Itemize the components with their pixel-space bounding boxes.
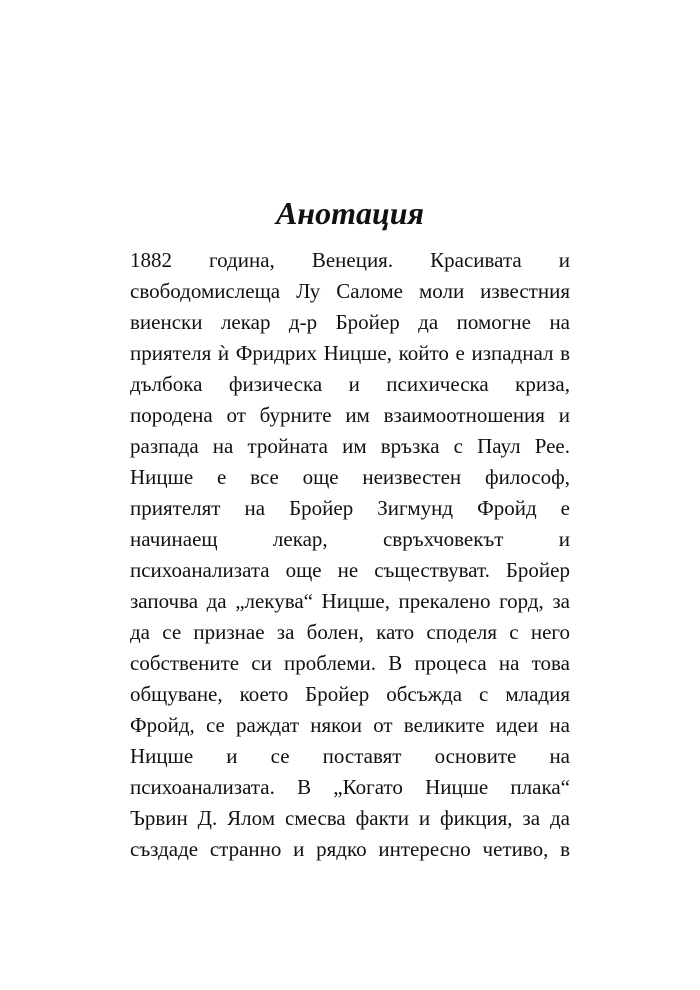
text-line: виенски лекар д-р Бройер да помогне на: [130, 310, 570, 334]
text-line: 1882 година, Венеция. Красивата и: [130, 248, 570, 272]
text-line: Ървин Д. Ялом смесва факти и фикция, за да: [130, 806, 570, 830]
text-line: свободомислеща Лу Саломе моли известния: [130, 279, 570, 303]
text-line: приятеля ѝ Фридрих Ницше, който е изпаднал в: [130, 341, 570, 365]
text-line: приятелят на Бройер Зигмунд Фройд е: [130, 496, 570, 520]
text-line: собствените си проблеми. В процеса на това: [130, 651, 570, 675]
annotation-text: [130, 245, 570, 865]
text-line: разпада на тройната им връзка с Паул Рее.: [130, 434, 570, 458]
text-line: да се признае за болен, като споделя с него: [130, 620, 570, 644]
text-line: Ницше и се поставят основите на: [130, 744, 570, 768]
text-line: дълбока физическа и психическа криза,: [130, 372, 570, 396]
text-line: психоанализата. В „Когато Ницше плака“: [130, 775, 570, 799]
text-line: породена от бурните им взаимоотношения и: [130, 403, 570, 427]
text-line: започва да „лекува“ Ницше, прекалено горд, за: [130, 589, 570, 613]
text-line: психоанализата още не съществуват. Бройер: [130, 558, 570, 582]
text-line: създаде странно и рядко интересно четиво, в: [130, 837, 570, 861]
text-line: начинаещ лекар, свръхчовекът и: [130, 527, 570, 551]
text-line: общуване, което Бройер обсъжда с младия: [130, 682, 570, 706]
text-line: Ницше е все още неизвестен философ,: [130, 465, 570, 489]
page-title: Анотация: [275, 195, 425, 231]
text-line: Фройд, се раждат някои от великите идеи на: [130, 713, 570, 737]
